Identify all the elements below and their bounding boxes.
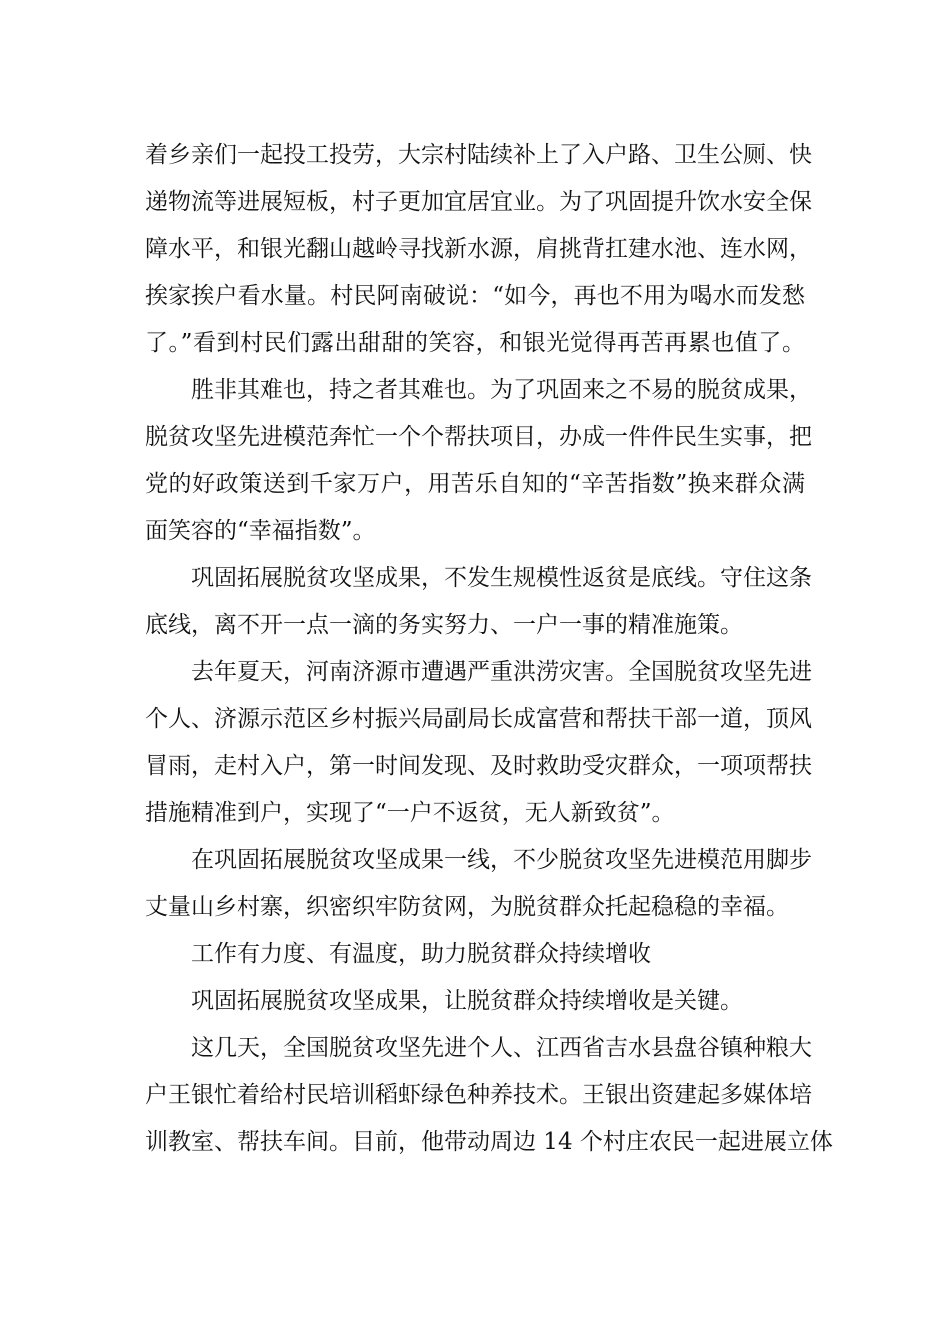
paragraph-5 (145, 837, 812, 931)
text-line: 训教室、帮扶车间。目前，他带动周边 14 个村庄农民一起进展立体 (145, 1129, 833, 1155)
text-line: 脱贫攻坚先进模范奔忙一个个帮扶项目，办成一件件民生实事，把 (145, 424, 812, 450)
document-body (145, 132, 833, 1166)
text-line: 在巩固拓展脱贫攻坚成果一线，不少脱贫攻坚先进模范用脚步 (191, 847, 812, 873)
paragraph-7 (145, 1025, 833, 1166)
text-line: 工作有力度、有温度，助力脱贫群众持续增收 (191, 941, 651, 967)
text-line: 障水平，和银光翻山越岭寻找新水源，肩挑背扛建水池、连水网， (145, 236, 812, 262)
text-line: 措施精准到户，实现了“一户不返贫，无人新致贫”。 (145, 800, 675, 826)
text-line: 巩固拓展脱贫攻坚成果，不发生规模性返贫是底线。守住这条 (191, 565, 812, 591)
text-line: 底线，离不开一点一滴的务实努力、一户一事的精准施策。 (145, 612, 743, 638)
section-heading (145, 931, 805, 978)
text-line: 冒雨，走村入户，第一时间发现、及时救助受灾群众，一项项帮扶 (145, 753, 812, 779)
text-line: 户王银忙着给村民培训稻虾绿色种养技术。王银出资建起多媒体培 (145, 1082, 812, 1108)
text-line: 胜非其难也，持之者其难也。为了巩固来之不易的脱贫成果， (191, 377, 812, 403)
text-line: 挨家挨户看水量。村民阿南破说：“如今，再也不用为喝水而发愁 (145, 283, 805, 309)
paragraph-4 (145, 649, 812, 837)
text-line: 面笑容的“幸福指数”。 (145, 518, 376, 544)
text-line: 递物流等进展短板，村子更加宜居宜业。为了巩固提升饮水安全保 (145, 189, 812, 215)
text-line: 去年夏天，河南济源市遭遇严重洪涝灾害。全国脱贫攻坚先进 (191, 659, 812, 685)
text-line: 了。”看到村民们露出甜甜的笑容，和银光觉得再苦再累也值了。 (145, 330, 805, 356)
text-line: 巩固拓展脱贫攻坚成果，让脱贫群众持续增收是关键。 (191, 988, 743, 1014)
text-line: 这几天，全国脱贫攻坚先进个人、江西省吉水县盘谷镇种粮大 (191, 1035, 812, 1061)
paragraph-1 (145, 132, 812, 367)
text-line: 丈量山乡村寨，织密织牢防贫网，为脱贫群众托起稳稳的幸福。 (145, 894, 789, 920)
text-line: 着乡亲们一起投工投劳，大宗村陆续补上了入户路、卫生公厕、快 (145, 142, 812, 168)
paragraph-6 (145, 978, 805, 1025)
text-line: 党的好政策送到千家万户，用苦乐自知的“辛苦指数”换来群众满 (145, 471, 805, 497)
paragraph-2 (145, 367, 812, 555)
text-line: 个人、济源示范区乡村振兴局副局长成富营和帮扶干部一道，顶风 (145, 706, 812, 732)
paragraph-3 (145, 555, 812, 649)
